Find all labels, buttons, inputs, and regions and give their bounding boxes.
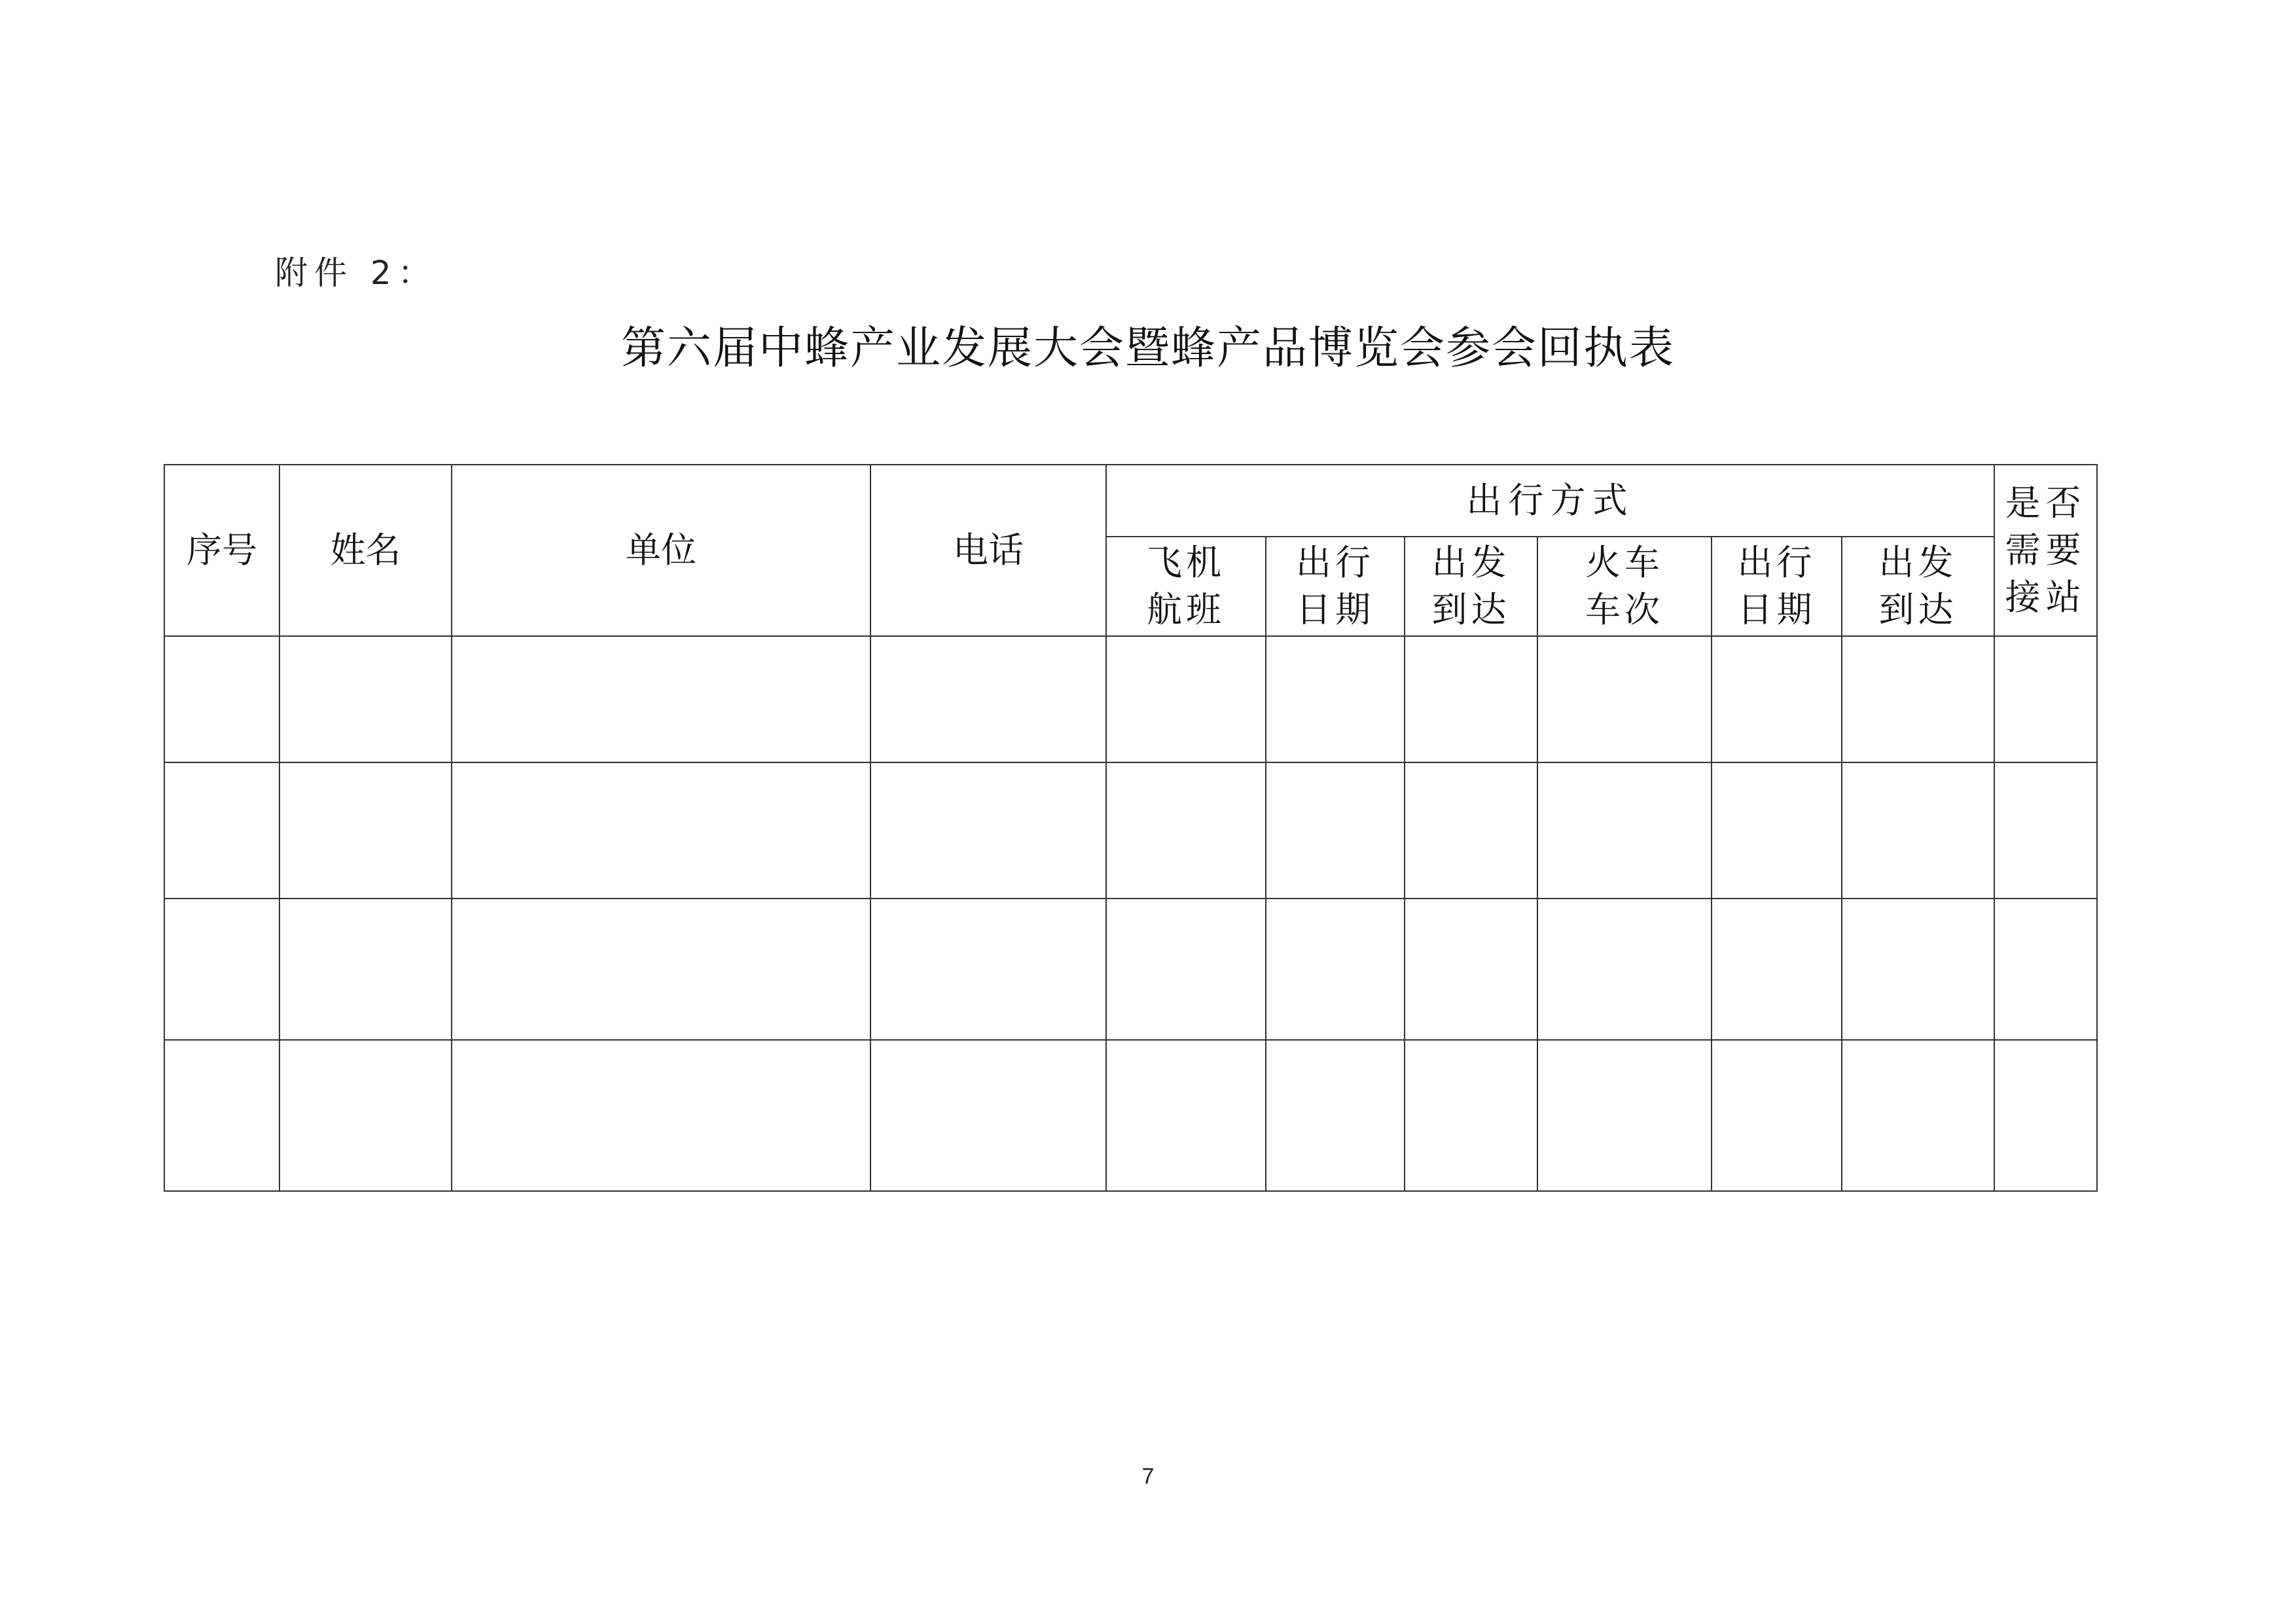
- cell-flight-date[interactable]: [1266, 762, 1405, 899]
- header-seq: [164, 465, 279, 636]
- registration-table: [164, 464, 2098, 1192]
- subheader-flight-route: [1405, 537, 1537, 636]
- header-name: [279, 465, 452, 636]
- subheader-flight-date: [1266, 537, 1405, 636]
- cell-unit[interactable]: [452, 899, 870, 1040]
- attachment-label: 附件 2：: [275, 254, 437, 292]
- cell-flight-route[interactable]: [1405, 636, 1537, 762]
- cell-flight[interactable]: [1106, 762, 1266, 899]
- cell-name[interactable]: [279, 1040, 452, 1191]
- form-title: 第六届中蜂产业发展大会暨蜂产品博览会参会回执表: [620, 323, 1675, 374]
- cell-phone[interactable]: [870, 636, 1106, 762]
- subheader-flight: [1106, 537, 1266, 636]
- cell-flight[interactable]: [1106, 1040, 1266, 1191]
- header-unit: [452, 465, 870, 636]
- cell-flight-date[interactable]: [1266, 636, 1405, 762]
- subheader-train-date: [1712, 537, 1842, 636]
- cell-phone[interactable]: [870, 899, 1106, 1040]
- subheader-train: [1537, 537, 1712, 636]
- subheader-train-route: [1842, 537, 1994, 636]
- header-travel-mode-label: 出行方式: [1466, 480, 1634, 521]
- cell-flight-date[interactable]: [1266, 899, 1405, 1040]
- table-row: [164, 636, 2097, 762]
- cell-train[interactable]: [1537, 636, 1712, 762]
- cell-flight-route[interactable]: [1405, 899, 1537, 1040]
- header-name-label: 姓名: [330, 529, 401, 571]
- header-unit-label: 单位: [626, 529, 696, 571]
- header-pickup-label: 是否需要接站: [2005, 482, 2087, 618]
- header-travel-mode: [1106, 465, 1994, 537]
- cell-train-date[interactable]: [1712, 1040, 1842, 1191]
- cell-train-date[interactable]: [1712, 762, 1842, 899]
- cell-name[interactable]: [279, 762, 452, 899]
- cell-name[interactable]: [279, 636, 452, 762]
- cell-train-date[interactable]: [1712, 636, 1842, 762]
- cell-flight[interactable]: [1106, 636, 1266, 762]
- page-number: 7: [1141, 1464, 1155, 1489]
- subheader-train-date-label: 出行日期: [1737, 542, 1816, 630]
- cell-train[interactable]: [1537, 899, 1712, 1040]
- cell-train-route[interactable]: [1842, 636, 1994, 762]
- cell-train-route[interactable]: [1842, 762, 1994, 899]
- cell-unit[interactable]: [452, 636, 870, 762]
- table-row: [164, 899, 2097, 1040]
- cell-pickup[interactable]: [1994, 899, 2097, 1040]
- subheader-train-label: 火车车次: [1585, 542, 1664, 630]
- cell-seq[interactable]: [164, 1040, 279, 1191]
- cell-name[interactable]: [279, 899, 452, 1040]
- subheader-flight-label: 飞机航班: [1147, 542, 1225, 630]
- cell-train-route[interactable]: [1842, 899, 1994, 1040]
- cell-seq[interactable]: [164, 636, 279, 762]
- cell-flight-date[interactable]: [1266, 1040, 1405, 1191]
- header-phone-label: 电话: [953, 529, 1024, 571]
- cell-pickup[interactable]: [1994, 762, 2097, 899]
- header-seq-label: 序号: [187, 529, 257, 571]
- cell-seq[interactable]: [164, 762, 279, 899]
- cell-train[interactable]: [1537, 762, 1712, 899]
- subheader-train-route-label: 出发到达: [1878, 542, 1958, 630]
- cell-train[interactable]: [1537, 1040, 1712, 1191]
- cell-phone[interactable]: [870, 1040, 1106, 1191]
- cell-flight[interactable]: [1106, 899, 1266, 1040]
- cell-phone[interactable]: [870, 762, 1106, 899]
- cell-flight-route[interactable]: [1405, 1040, 1537, 1191]
- cell-train-route[interactable]: [1842, 1040, 1994, 1191]
- cell-unit[interactable]: [452, 1040, 870, 1191]
- cell-train-date[interactable]: [1712, 899, 1842, 1040]
- cell-unit[interactable]: [452, 762, 870, 899]
- table-row: [164, 1040, 2097, 1191]
- header-phone: [870, 465, 1106, 636]
- cell-pickup[interactable]: [1994, 636, 2097, 762]
- cell-seq[interactable]: [164, 899, 279, 1040]
- cell-pickup[interactable]: [1994, 1040, 2097, 1191]
- header-pickup: [1994, 465, 2097, 636]
- subheader-flight-route-label: 出发到达: [1431, 542, 1511, 630]
- table-row: [164, 762, 2097, 899]
- cell-flight-route[interactable]: [1405, 762, 1537, 899]
- subheader-flight-date-label: 出行日期: [1296, 542, 1374, 630]
